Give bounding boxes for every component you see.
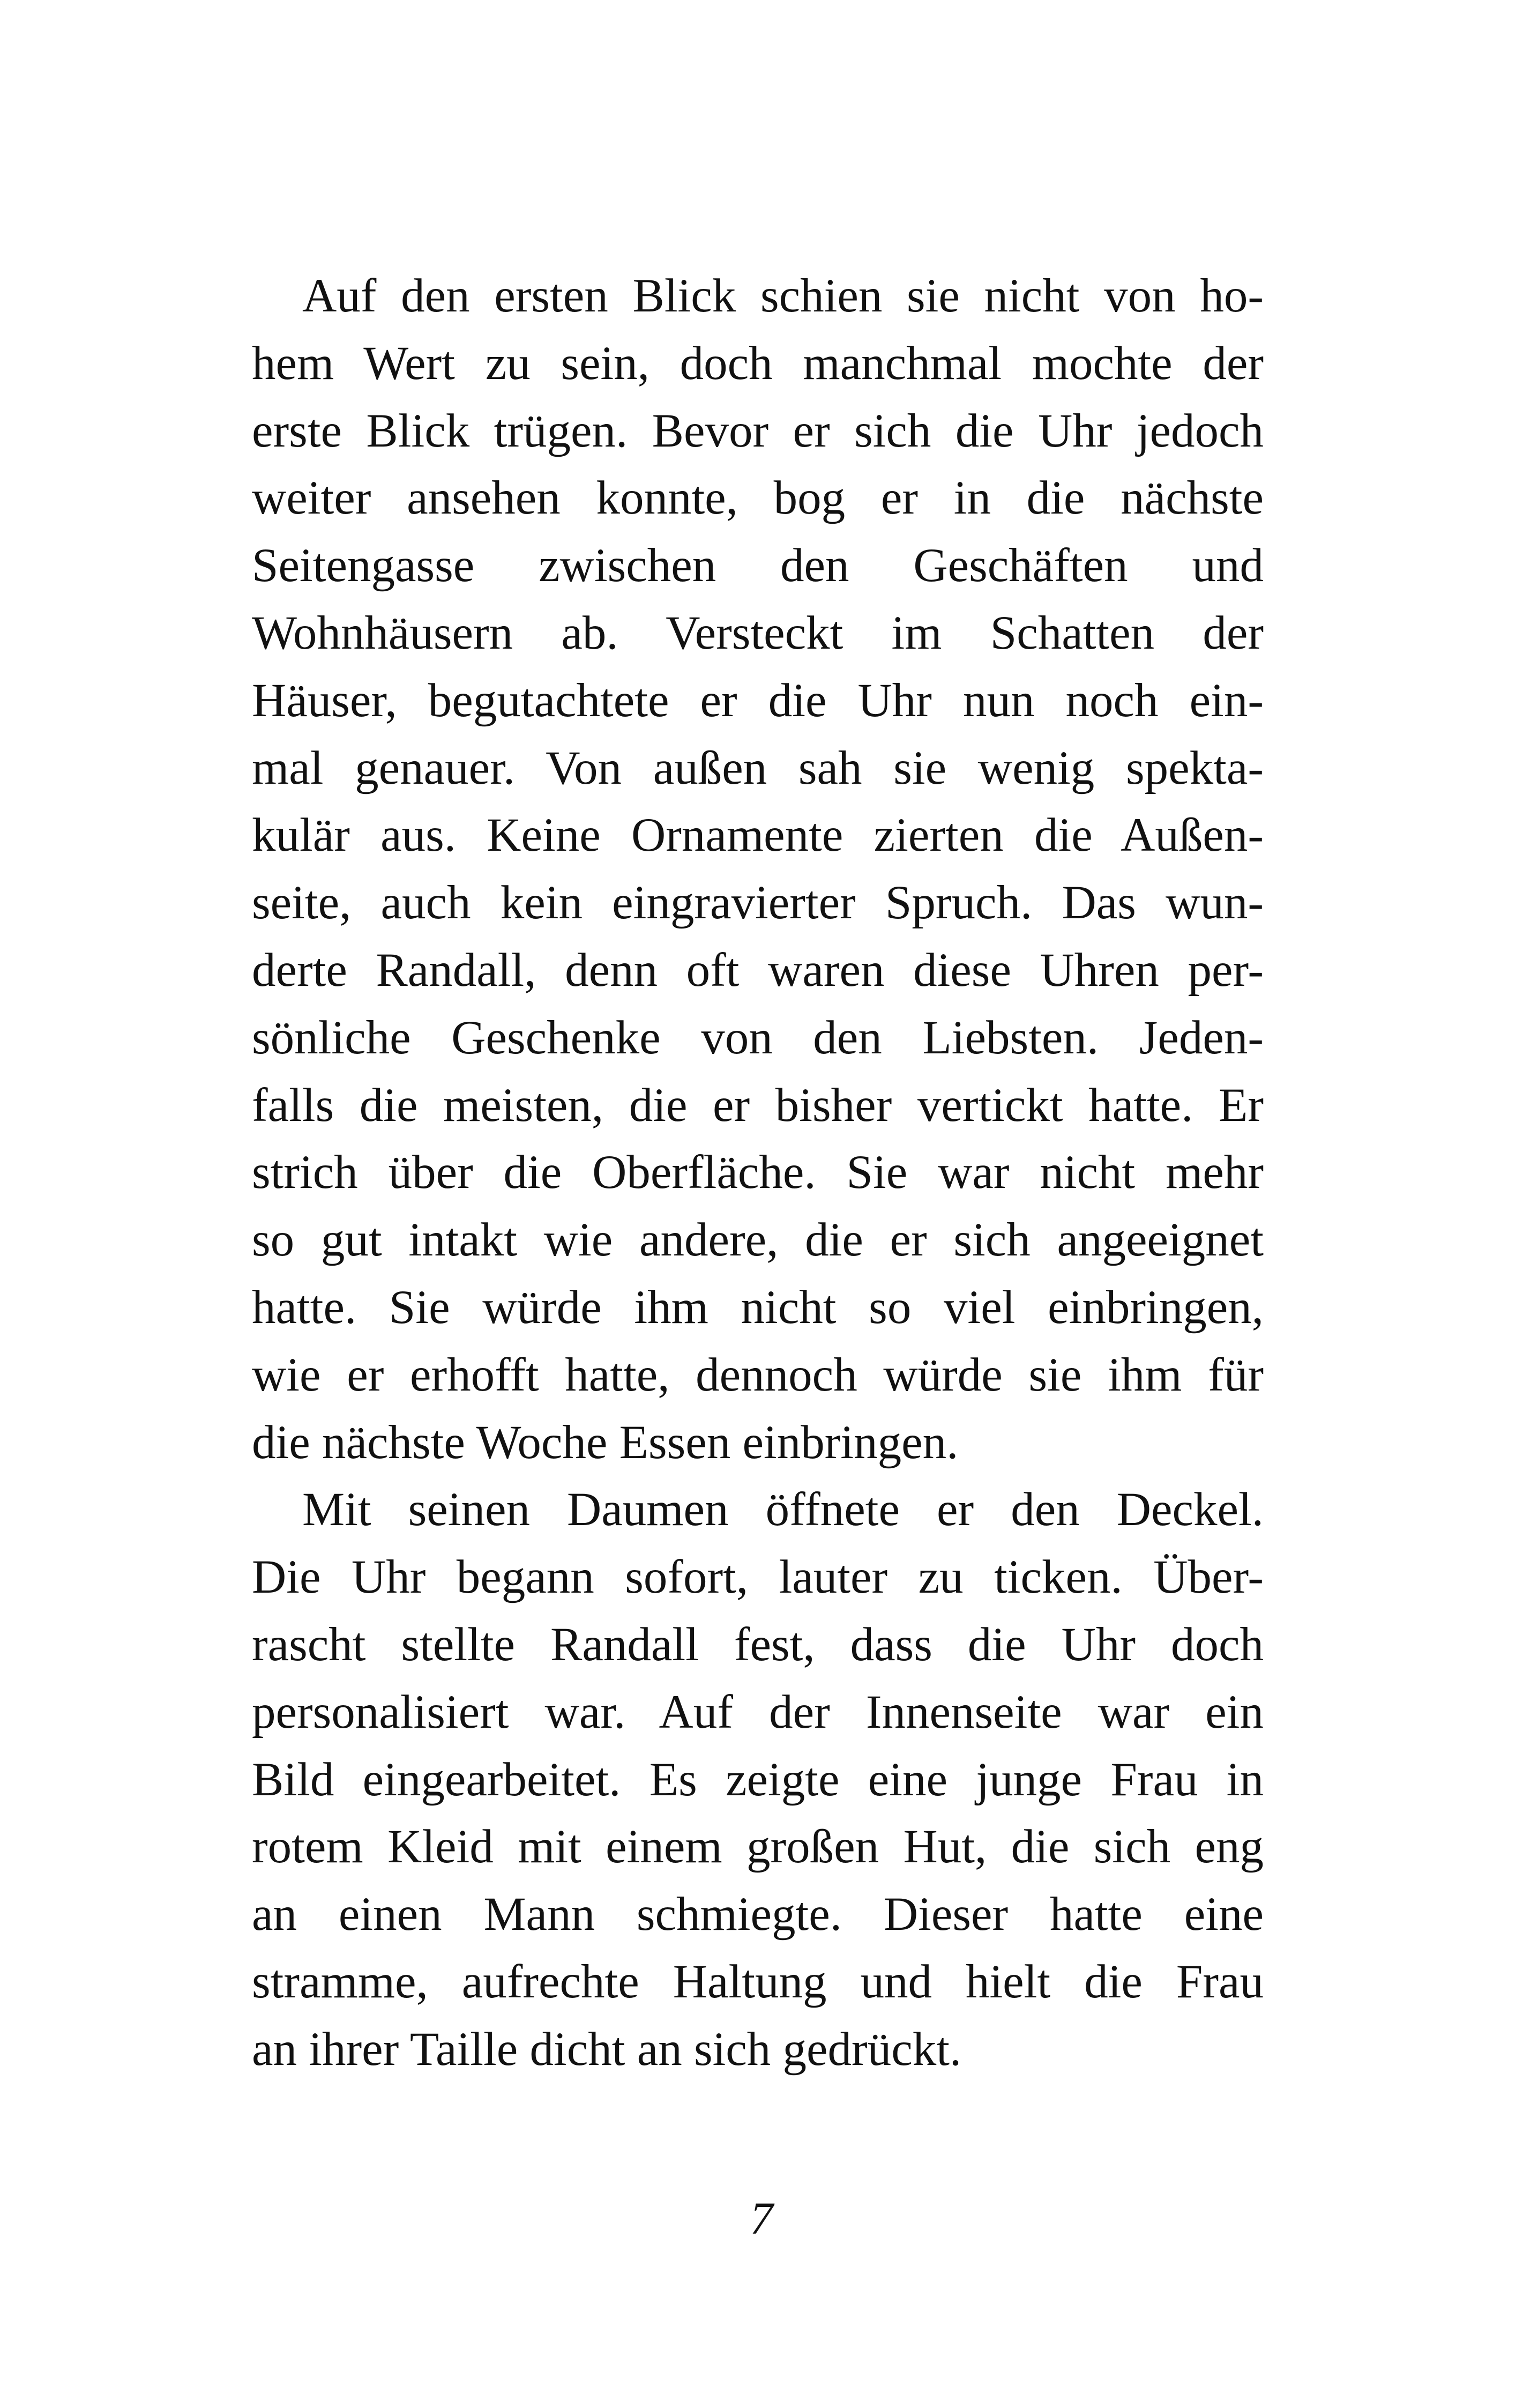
text-line: strich über die Oberfläche. Sie war nicht mehr: [252, 1146, 1264, 1199]
text-line: Wohnhäusern ab. Versteckt im Schatten der: [252, 606, 1264, 659]
text-line: rascht stellte Randall fest, dass die Uhr doch: [252, 1618, 1264, 1671]
text-line: sönliche Geschenke von den Liebsten. Jeden-: [252, 1011, 1264, 1064]
text-line: stramme, aufrechte Haltung und hielt die Frau: [252, 1955, 1264, 2008]
body-text: [252, 263, 1264, 2084]
text-line: erste Blick trügen. Bevor er sich die Uhr jedoch: [252, 404, 1264, 457]
text-line: Mit seinen Daumen öffnete er den Deckel.: [302, 1483, 1264, 1536]
text-line: hatte. Sie würde ihm nicht so viel einbringen,: [252, 1281, 1264, 1334]
text-line: kulär aus. Keine Ornamente zierten die Außen-: [252, 809, 1264, 862]
text-line: weiter ansehen konnte, bog er in die nächste: [252, 472, 1264, 525]
text-line: die nächste Woche Essen einbringen.: [252, 1416, 959, 1469]
text-line: derte Randall, denn oft waren diese Uhren per-: [252, 943, 1264, 997]
text-line: seite, auch kein eingravierter Spruch. Das wun-: [252, 876, 1264, 930]
text-line: Auf den ersten Blick schien sie nicht von ho-: [302, 270, 1264, 322]
text-line: rotem Kleid mit einem großen Hut, die sich eng: [252, 1820, 1264, 1874]
text-line: personalisiert war. Auf der Innenseite war ein: [252, 1685, 1264, 1738]
text-line: Bild eingearbeitet. Es zeigte eine junge Frau in: [252, 1753, 1264, 1806]
text-line: so gut intakt wie andere, die er sich angeeignet: [252, 1214, 1264, 1267]
page-number: 7: [750, 2193, 773, 2244]
text-line: wie er erhofft hatte, dennoch würde sie ihm für: [252, 1348, 1264, 1401]
text-line: hem Wert zu sein, doch manchmal mochte der: [252, 337, 1264, 390]
text-line: Die Uhr begann sofort, lauter zu ticken. Über-: [252, 1551, 1264, 1604]
text-line: an einen Mann schmiegte. Dieser hatte eine: [252, 1888, 1264, 1941]
text-line: an ihrer Taille dicht an sich gedrückt.: [252, 2023, 962, 2076]
text-line: Häuser, begutachtete er die Uhr nun noch ein-: [252, 674, 1264, 727]
text-line: mal genauer. Von außen sah sie wenig spekta-: [252, 741, 1264, 794]
text-line: Seitengasse zwischen den Geschäften und: [252, 539, 1264, 592]
text-line: falls die meisten, die er bisher vertickt hatte. Er: [252, 1079, 1264, 1132]
